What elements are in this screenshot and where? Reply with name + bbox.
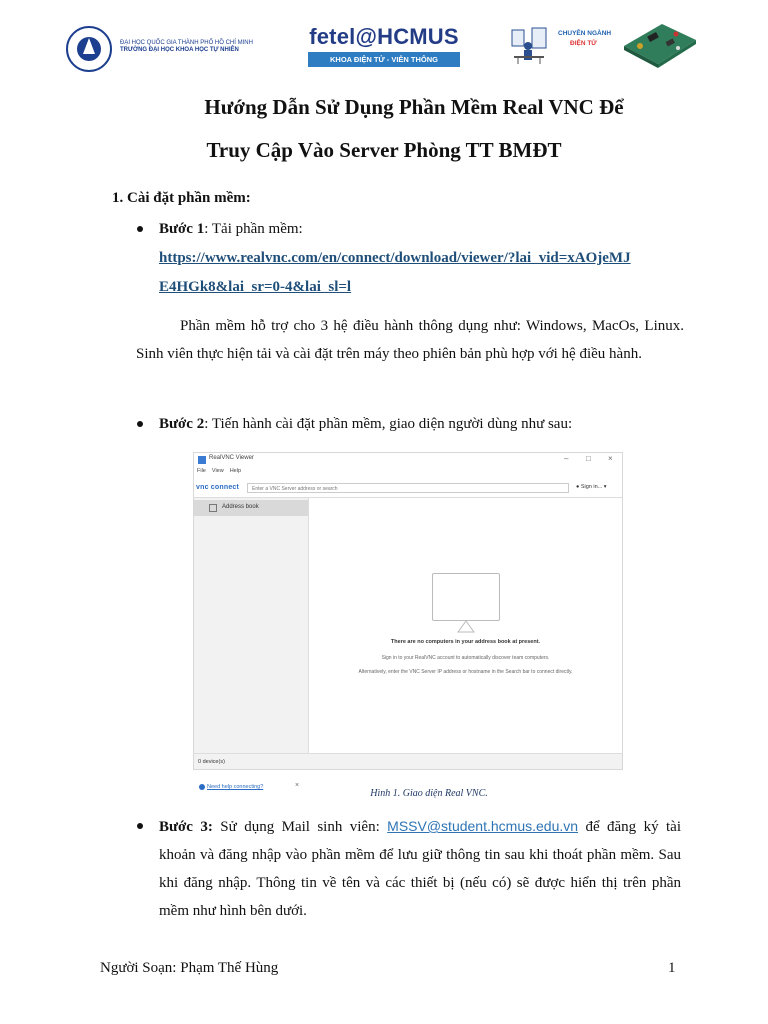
step2-line: [159, 410, 572, 438]
toolbar: [194, 480, 622, 498]
footer-author: Người Soạn: Phạm Thế Hùng: [100, 960, 279, 976]
minimize-icon[interactable]: –: [564, 454, 569, 463]
menu-file[interactable]: File: [197, 468, 206, 474]
step1-line: [159, 215, 303, 243]
fetel-faculty-band: KHOA ĐIỆN TỬ - VIỄN THÔNG: [308, 52, 460, 67]
step3-paragraph: [159, 812, 681, 925]
download-link-line1[interactable]: https://www.realvnc.com/en/connect/download/viewer/?lai_vid=xAOjeMJ: [159, 250, 631, 266]
section-heading: 1. Cài đặt phần mềm:: [112, 190, 251, 206]
close-help-icon[interactable]: ×: [295, 782, 300, 789]
page-number: 1: [668, 960, 676, 976]
close-icon[interactable]: ×: [608, 454, 613, 463]
university-line2: TRƯỜNG ĐẠI HỌC KHOA HỌC TỰ NHIÊN: [120, 47, 239, 53]
student-email-link[interactable]: MSSV@student.hcmus.edu.vn: [387, 818, 579, 834]
fetel-title: fetel@HCMUS: [309, 24, 459, 49]
document-title-line2: Truy Cập Vào Server Phòng TT BMĐT: [206, 138, 562, 162]
sign-in-label: Sign in...: [580, 484, 603, 490]
vnc-connect-brand: vnc connect: [196, 484, 240, 491]
step3-text-after: để đăng ký tài khoản và đăng nhập vào phần mềm để lưu giữ thông tin sau khi thoát phần mềm. Sau khi đăng nhập. Thông tin về tên và các thiết bị (nếu có) sẽ được hiển thị trên phần mềm như hình bên dưới.: [159, 819, 681, 919]
step2-text: : Tiến hành cài đặt phần mềm, giao diện người dùng như sau:: [204, 416, 573, 432]
empty-state-hint-2: Alternatively, enter the VNC Server IP address or hostname in the Search bar to connect directly.: [358, 669, 573, 675]
realvnc-app-icon: [198, 456, 206, 464]
step3-label: Bước 3:: [159, 819, 213, 835]
engineer-illustration-icon: [510, 26, 550, 66]
bullet-icon: [137, 226, 143, 232]
monitor-icon: [432, 573, 500, 621]
empty-state-title: There are no computers in your address book at present.: [390, 639, 541, 645]
figure-caption: Hình 1. Giao diện Real VNC.: [370, 788, 488, 799]
menu-bar: [194, 468, 244, 478]
status-bar: 0 device(s): [194, 753, 622, 769]
step1-text: : Tải phần mềm:: [204, 221, 303, 237]
sidebar-item-label: Address book: [222, 504, 259, 510]
step2-label: Bước 2: [159, 416, 205, 432]
university-seal-icon: [66, 26, 112, 72]
download-link-line2[interactable]: E4HGk8&lai_sr=0-4&lai_sl=l: [159, 279, 352, 295]
circuit-board-icon: [618, 18, 698, 70]
sidebar-item-address-book[interactable]: [194, 500, 308, 516]
search-input[interactable]: Enter a VNC Server address or search: [247, 483, 569, 493]
menu-view[interactable]: View: [211, 468, 224, 474]
university-line1: ĐẠI HỌC QUỐC GIA THÀNH PHỐ HỒ CHÍ MINH: [120, 40, 253, 46]
step1-label: Bước 1: [159, 221, 205, 237]
grid-icon: [209, 504, 217, 512]
maximize-icon[interactable]: □: [586, 454, 591, 463]
menu-help[interactable]: Help: [229, 468, 242, 474]
bullet-icon: [137, 421, 143, 427]
window-title: RealVNC Viewer: [209, 455, 254, 461]
document-title-line1: Hướng Dẫn Sử Dụng Phần Mềm Real VNC Để: [204, 95, 624, 119]
major-line1: CHUYÊN NGÀNH: [558, 30, 612, 37]
os-support-paragraph: [136, 312, 684, 368]
hcmus-university-logo: [66, 26, 256, 72]
fetel-logo: [306, 24, 462, 70]
help-link[interactable]: Need help connecting?: [207, 784, 264, 790]
electronics-major-logo: [510, 18, 700, 70]
download-url: [159, 244, 679, 302]
os-support-text: Phần mềm hỗ trợ cho 3 hệ điều hành thông dụng như: Windows, MacOs, Linux. Sinh viên thực hiện tải và cài đặt trên máy theo phiên bản phù hợp với hệ điều hành.: [136, 318, 684, 362]
window-titlebar: [194, 453, 622, 468]
step3-text-before: Sử dụng Mail sinh viên:: [212, 819, 388, 835]
monitor-stand-icon: [456, 621, 476, 633]
empty-state-hint: Sign in to your RealVNC account to automatically discover team computers.: [381, 655, 550, 661]
realvnc-screenshot: [193, 452, 623, 790]
bullet-icon: [137, 823, 143, 829]
sign-in-button[interactable]: ● Sign in... ▾: [576, 484, 607, 490]
major-line2: ĐIỆN TỬ: [570, 40, 597, 47]
